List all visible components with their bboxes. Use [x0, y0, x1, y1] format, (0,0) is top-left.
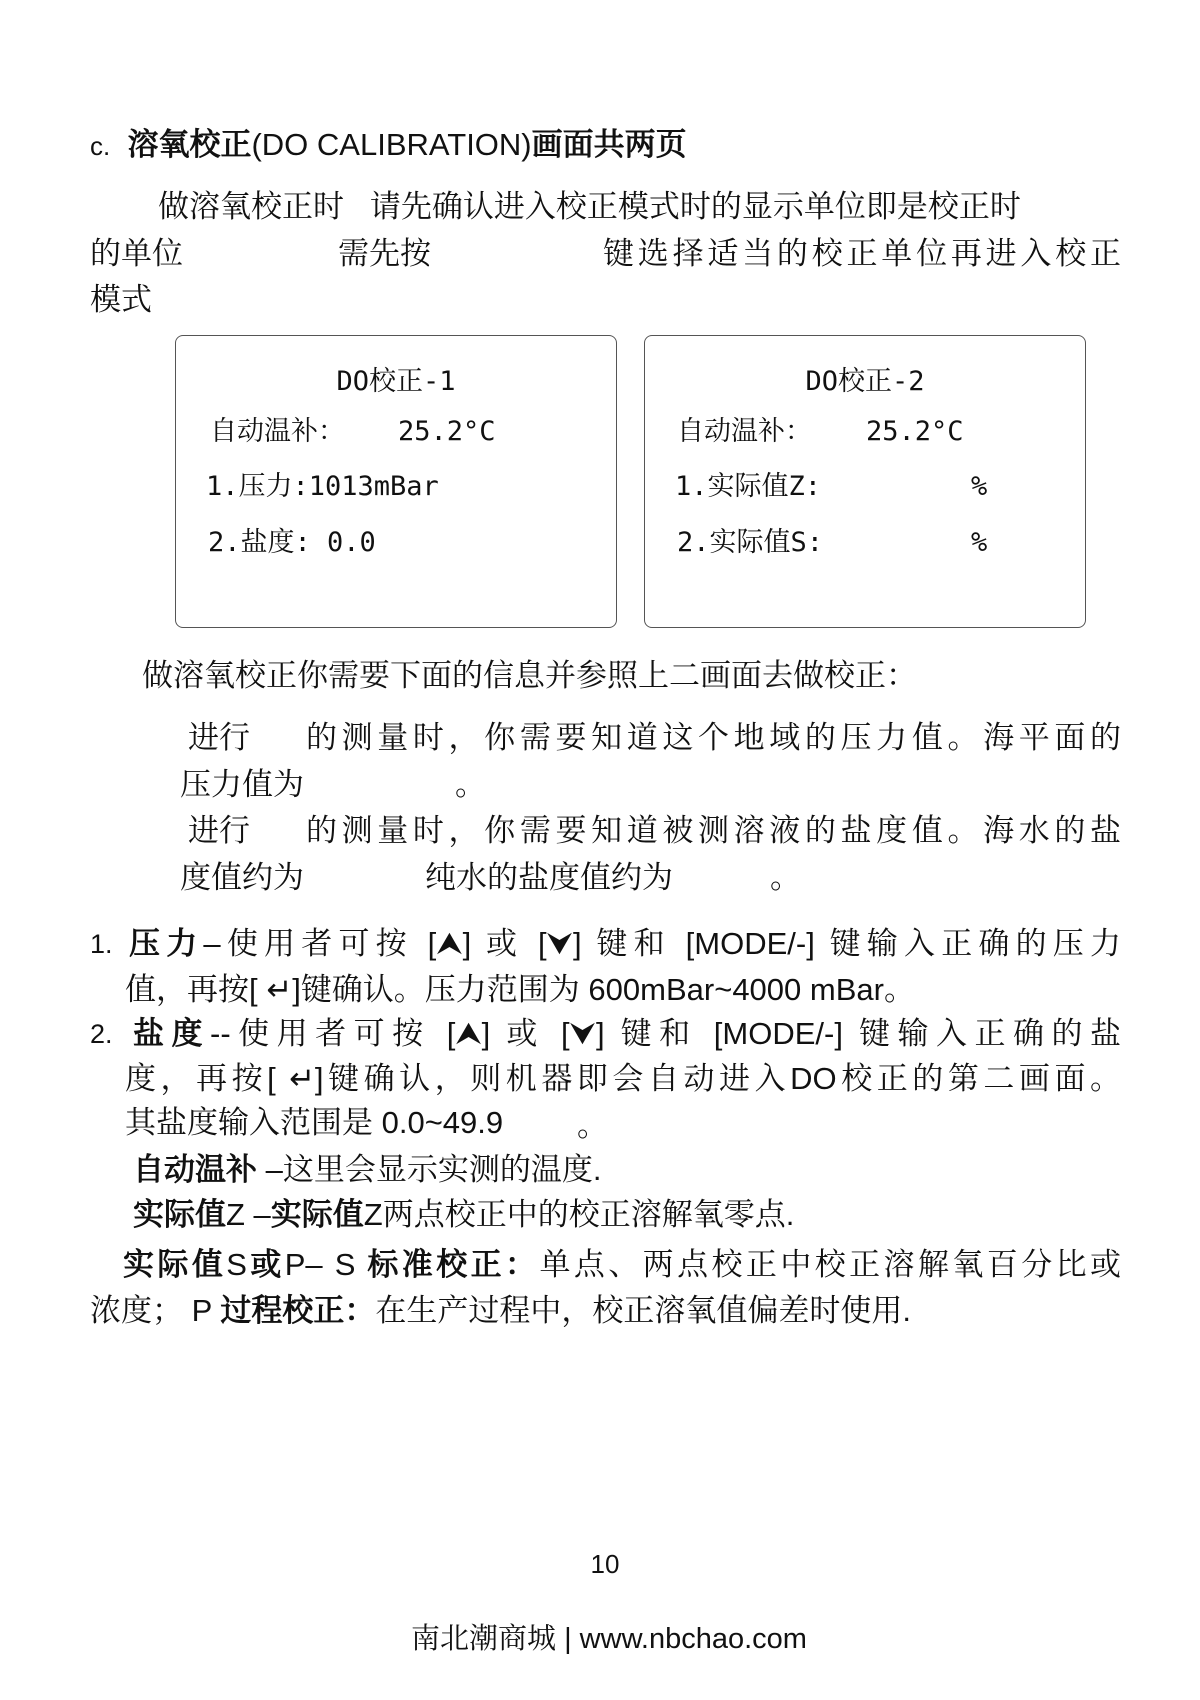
info-lead: 做溶氧校正你需要下面的信息并参照上二画面去做校正： — [142, 658, 917, 693]
actual-z-row: 1.实际值Z: — [675, 471, 822, 502]
info-p2a: 进行 — [188, 813, 250, 848]
page-number: 10 — [590, 1549, 620, 1579]
step-2-line-3: 其盐度输入范围是 0.0~49.9 — [125, 1105, 504, 1140]
step-1-number: 1. — [90, 929, 113, 959]
auto-temp-description — [133, 1150, 601, 1190]
info-p1a: 进行 — [188, 720, 250, 755]
actual-s-text-1: S — [226, 1247, 247, 1282]
actual-s-bold-3: 标准校正： — [367, 1247, 540, 1282]
auto-temp-label: 自动温补： — [210, 416, 345, 447]
auto-temp-value: 25.2°C — [866, 416, 964, 447]
screen-title: DO校正-2 — [805, 366, 925, 397]
actual-z-description — [133, 1195, 794, 1235]
intro-line-3: 模式 — [90, 282, 152, 317]
heading — [90, 125, 687, 166]
step-2-number: 2. — [90, 1019, 113, 1049]
info-p2e: 。 — [770, 860, 801, 895]
step-2-line-1 — [133, 1014, 1121, 1054]
actual-z-bold-2: 实际值 — [270, 1197, 364, 1232]
intro-line-2b: 需先按 — [338, 236, 431, 271]
info-p2b: 的测量时，你需要知道被测溶液的盐度值。海水的盐 — [306, 813, 1121, 848]
step-1-text: –使用者可按 [⮝] 或 [⮟] 键和 [MODE/-] 键输入正确的压力 — [203, 926, 1121, 961]
intro-line-2a: 的单位 — [90, 236, 183, 271]
step-2-line-3-end: 。 — [577, 1108, 608, 1143]
auto-temp-value: 25.2°C — [398, 416, 496, 447]
heading-title-en: (DO CALIBRATION) — [251, 127, 532, 162]
process-bold: 过程校正： — [220, 1293, 376, 1328]
process-calibration-description — [90, 1291, 911, 1331]
step-1-line-2: 值，再按[ ↵]键确认。压力范围为 600mBar~4000 mBar。 — [125, 972, 915, 1007]
heading-prefix: c. — [90, 131, 111, 161]
process-text-2: 在生产过程中，校正溶氧值偏差时使用. — [375, 1293, 911, 1328]
step-2-text: --使用者可按 [⮝] 或 [⮟] 键和 [MODE/-] 键输入正确的盐 — [210, 1016, 1121, 1051]
auto-temp-text: –这里会显示实测的温度. — [257, 1152, 602, 1187]
actual-s-bold-1: 实际值 — [123, 1247, 227, 1282]
step-2-bold: 盐度 — [133, 1016, 210, 1051]
actual-s-bold-2: 或 — [246, 1247, 285, 1282]
intro-line-1: 做溶氧校正时 请先确认进入校正模式时的显示单位即是校正时 — [158, 189, 1021, 224]
actual-z-text-2: Z两点校正中的校正溶解氧零点. — [363, 1197, 795, 1232]
salinity-row: 2.盐度: 0.0 — [208, 527, 376, 558]
step-1-bold: 压力 — [129, 926, 204, 961]
info-p1c: 压力值为 — [180, 767, 304, 802]
step-1-line-1 — [129, 924, 1121, 964]
info-p2c: 度值约为 — [180, 860, 304, 895]
info-p1d: 。 — [455, 767, 486, 802]
actual-s-row: 2.实际值S: — [677, 527, 824, 558]
actual-s-description — [123, 1245, 1121, 1285]
screen-title: DO校正-1 — [336, 366, 456, 397]
intro-line-2c: 键选择适当的校正单位再进入校正 — [603, 236, 1121, 271]
actual-z-text-1: Z – — [226, 1197, 271, 1232]
do-calibration-screen-2 — [644, 335, 1086, 628]
heading-title: 溶氧校正 — [127, 127, 252, 162]
heading-title-tail: 画面共两页 — [531, 127, 687, 162]
auto-temp-label: 自动温补： — [677, 416, 812, 447]
auto-temp-bold: 自动温补 — [133, 1152, 257, 1187]
do-calibration-screen-1 — [175, 335, 617, 628]
actual-s-text-3: 单点、两点校正中校正溶解氧百分比或 — [539, 1247, 1121, 1282]
actual-s-unit: % — [971, 527, 988, 558]
info-p2d: 纯水的盐度值约为 — [425, 860, 673, 895]
info-p1b: 的测量时，你需要知道这个地域的压力值。海平面的 — [306, 720, 1121, 755]
actual-z-bold-1: 实际值 — [133, 1197, 226, 1232]
process-text-1: 浓度； P — [90, 1293, 221, 1328]
step-2-line-2: 度，再按[ ↵]键确认，则机器即会自动进入DO校正的第二画面。 — [125, 1061, 1121, 1096]
actual-z-unit: % — [971, 471, 988, 502]
actual-s-text-2: P– S — [284, 1247, 368, 1282]
footer-site: 南北潮商城 | www.nbchao.com — [411, 1623, 807, 1655]
pressure-row: 1.压力:1013mBar — [206, 471, 439, 502]
